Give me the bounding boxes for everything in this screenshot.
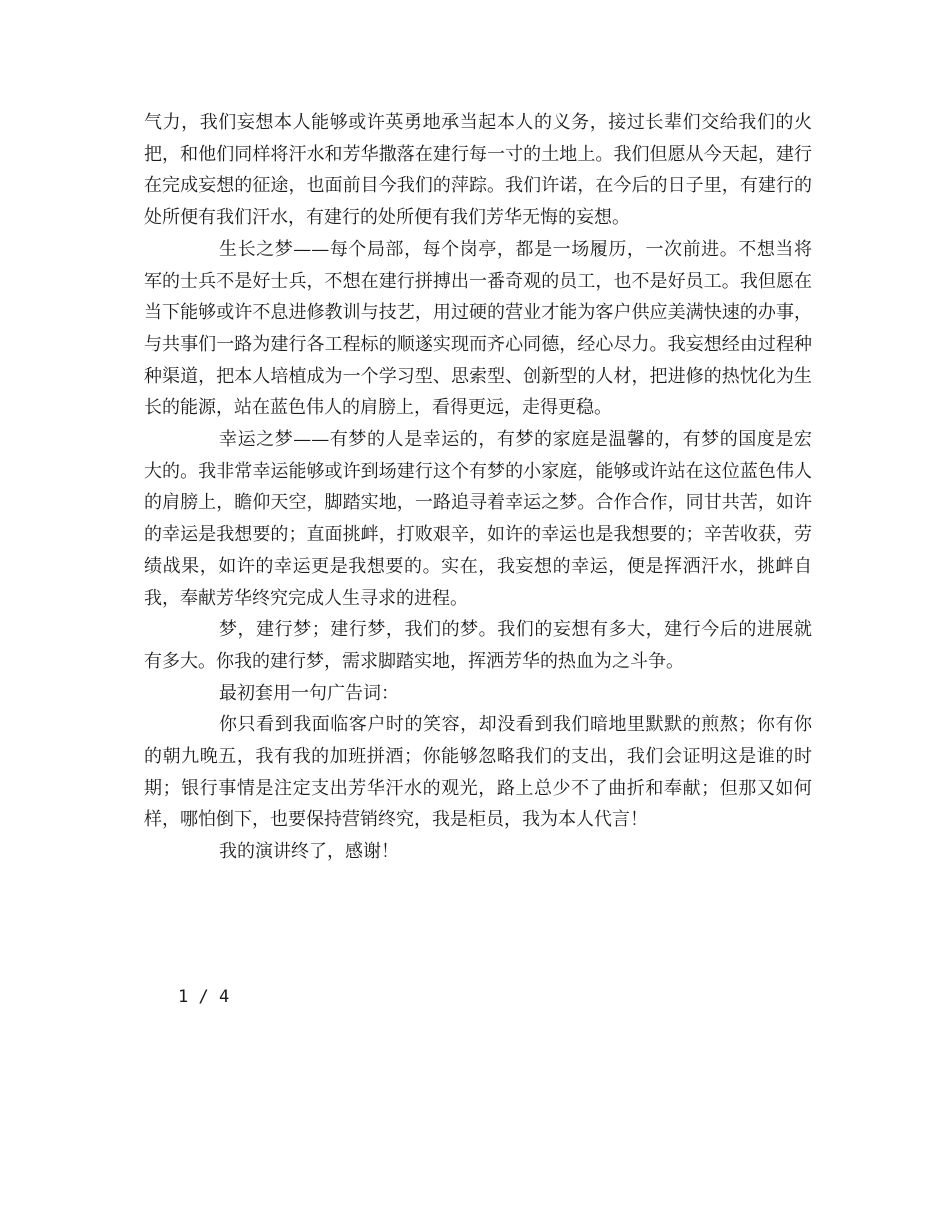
paragraph-continuation: 气力，我们妄想本人能够或许英勇地承当起本人的义务，接过长辈们交给我们的火把，和他们同样将汗水和芳华撒落在建行每一寸的土地上。我们但愿从今天起，建行在完成妄想的征途，也面前目今我们的萍踪。我们许诺，在今后的日子里，有建行的处所便有我们汗水，有建行的处所便有我们芳华无悔的妄想。 <box>144 112 812 229</box>
document-body <box>144 107 812 868</box>
paragraph-growth-dream: 生长之梦——每个局部，每个岗亭，都是一场履历，一次前进。不想当将军的士兵不是好士兵，不想在建行拼搏出一番奇观的员工，也不是好员工。我但愿在当下能够或许不息进修教训与技艺，用过硬的营业才能为客户供应美满快速的办事，与共事们一路为建行各工程标的顺遂实现而齐心同德，经心尽力。我妄想经由过程种种渠道，把本人培植成为一个学习型、思索型、创新型的人材，把进修的热忱化为生长的能源，站在蓝色伟人的肩膀上，看得更远，走得更稳。 <box>144 238 812 419</box>
paragraph-closing: 我的演讲终了，感谢！ <box>219 841 399 863</box>
page-number: 1 / 4 <box>178 987 230 1007</box>
paragraph-slogan: 你只看到我面临客户时的笑容，却没看到我们暗地里默默的煎熬；你有你的朝九晚五，我有我的加班拼酒；你能够忽略我们的支出，我们会证明这是谁的时期；银行事情是注定支出芳华汗水的观光，路上总少不了曲折和奉献；但那又如何样，哪怕倒下，也要保持营销终究，我是柜员，我为本人代言！ <box>144 714 812 831</box>
paragraph-happiness-dream: 幸运之梦——有梦的人是幸运的，有梦的家庭是温馨的，有梦的国度是宏大的。我非常幸运能够或许到场建行这个有梦的小家庭，能够或许站在这位蓝色伟人的肩膀上，瞻仰天空，脚踏实地，一路追寻着幸运之梦。合作合作，同甘共苦，如许的幸运是我想要的；直面挑衅，打败艰辛，如许的幸运也是我想要的；辛苦收获，劳绩战果，如许的幸运更是我想要的。实在，我妄想的幸运，便是挥洒汗水，挑衅自我，奉献芳华终究完成人生寻求的进程。 <box>144 429 812 609</box>
paragraph-slogan-intro: 最初套用一句广告词： <box>219 682 399 704</box>
paragraph-ccb-dream: 梦，建行梦；建行梦，我们的梦。我们的妄想有多大，建行今后的进展就有多大。你我的建行梦，需求脚踏实地，挥洒芳华的热血为之斗争。 <box>144 619 812 672</box>
